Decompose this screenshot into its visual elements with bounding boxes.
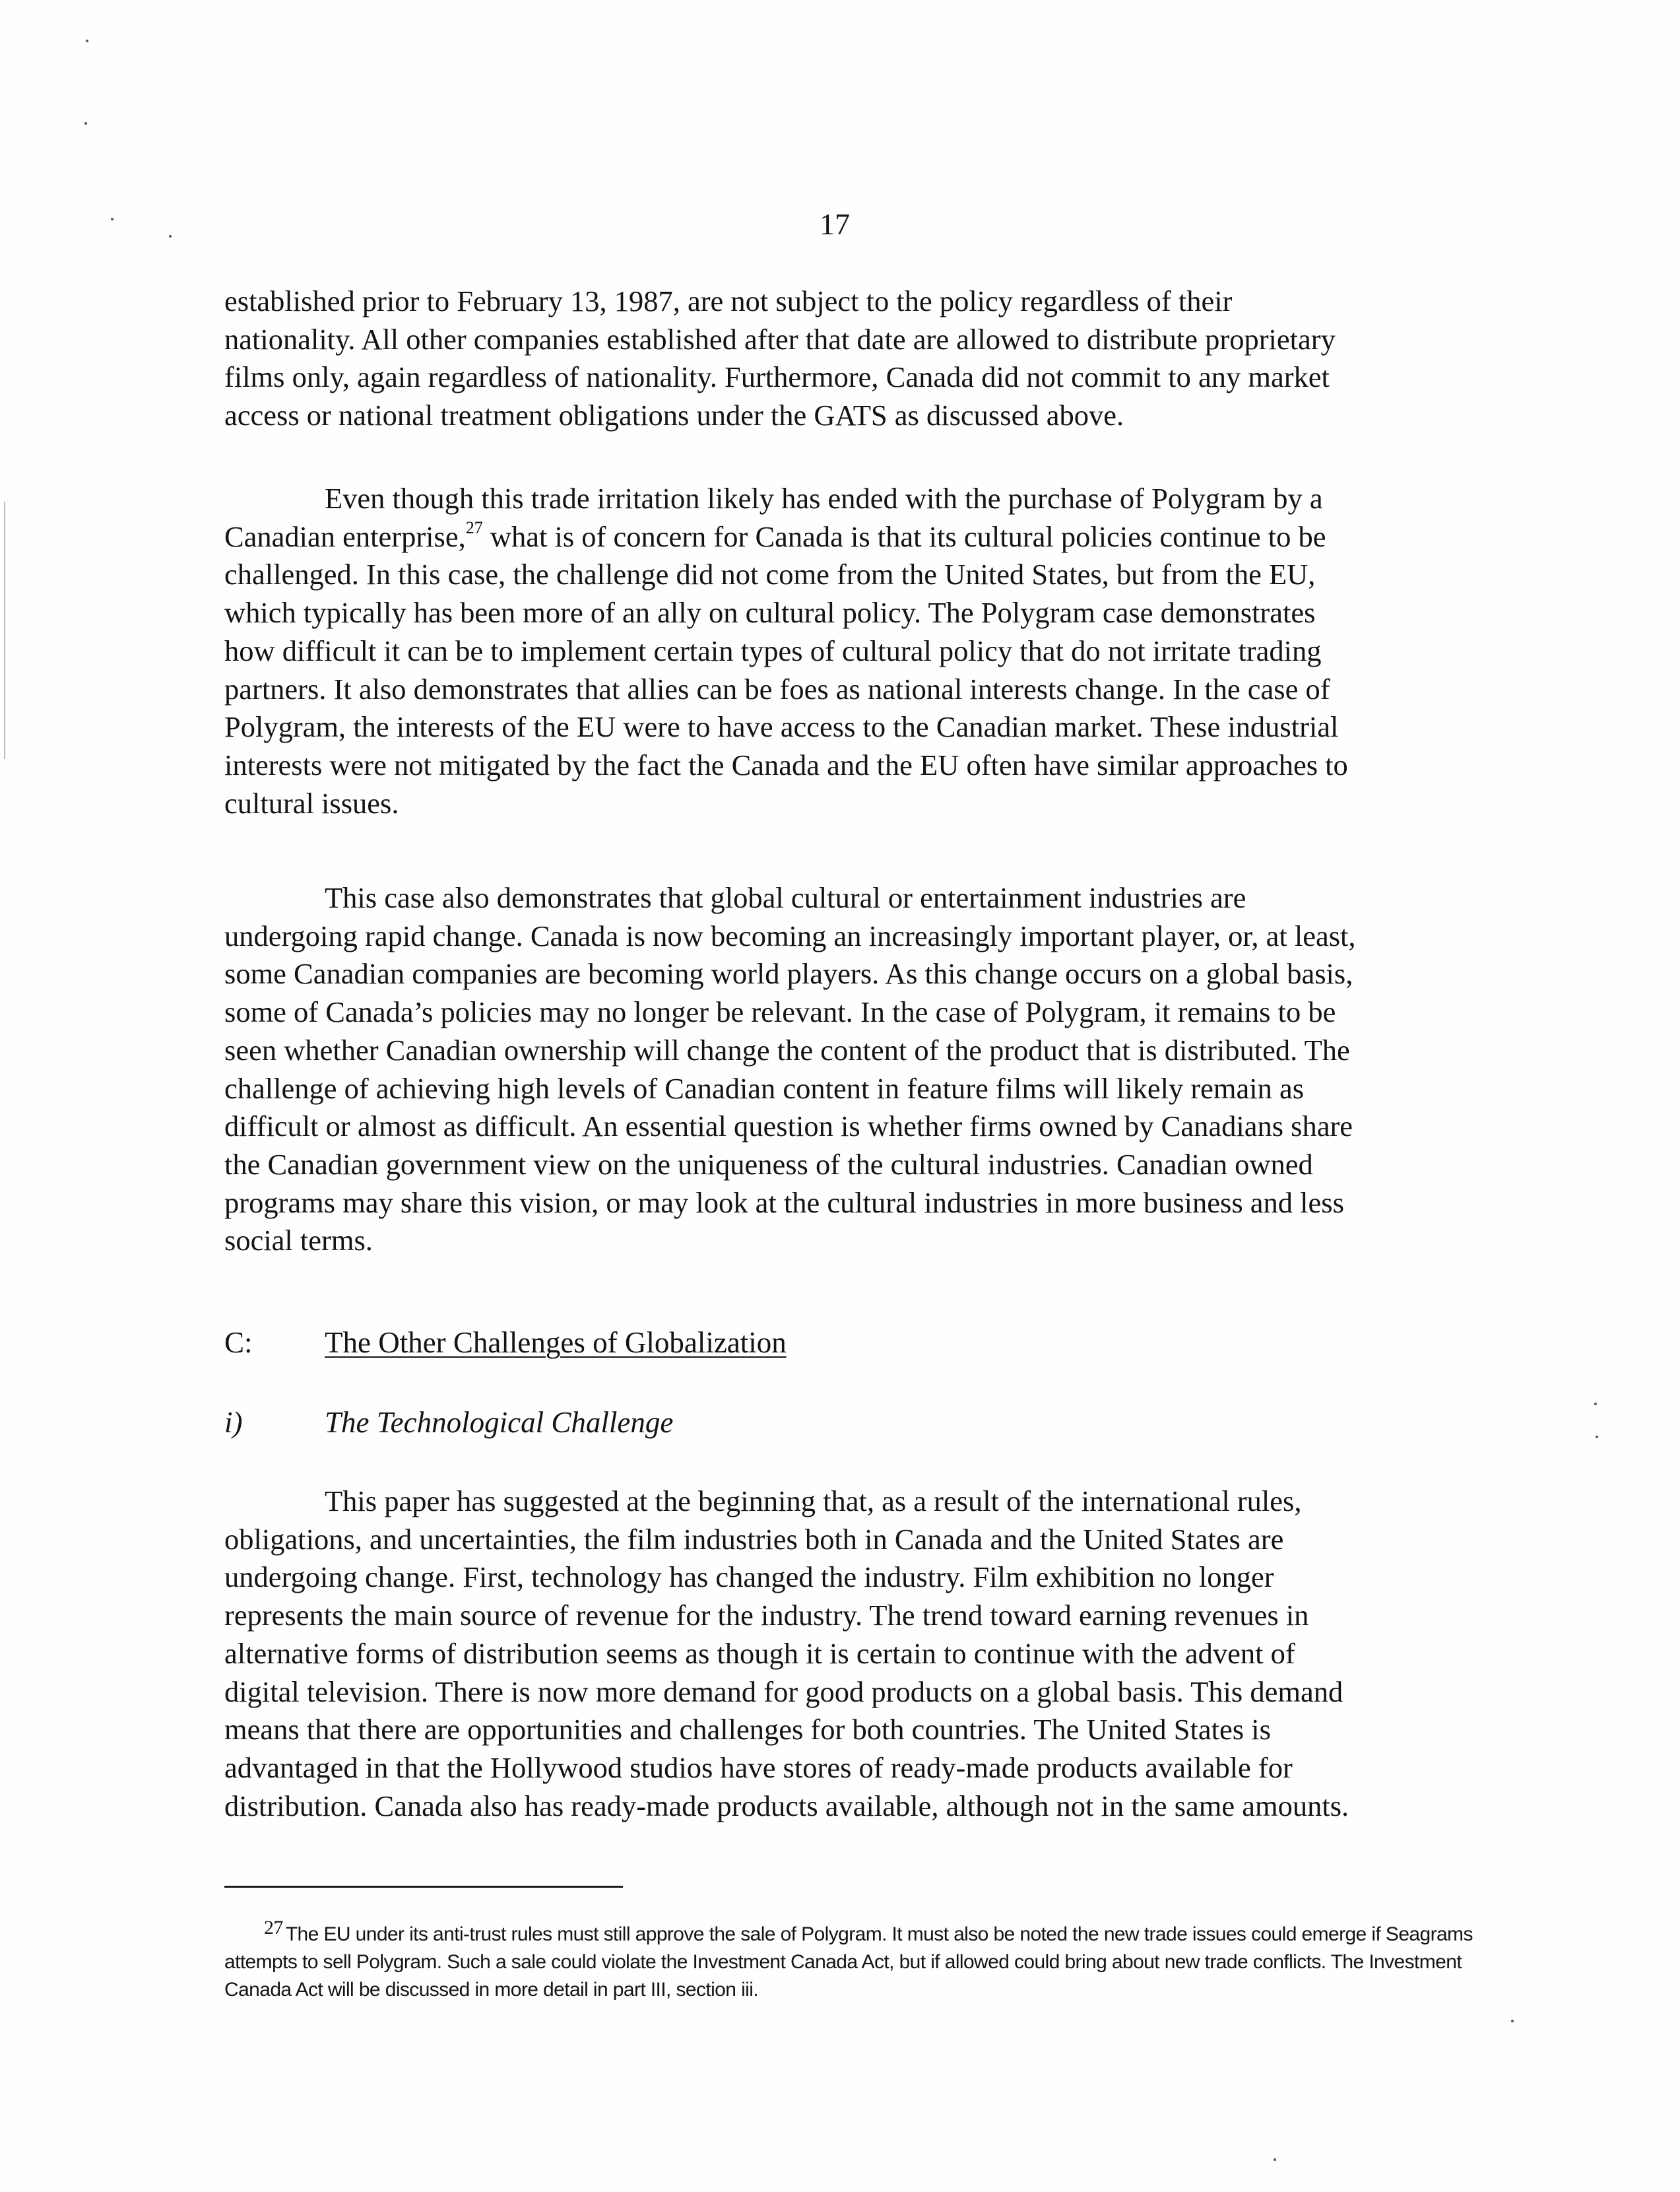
- text-line: alternative forms of distribution seems as though it is certain to continue with the advent of: [224, 1636, 1295, 1670]
- text-line: some of Canada’s policies may no longer be relevant. In the case of Polygram, it remains to be: [224, 995, 1336, 1029]
- text-line: cultural issues.: [224, 786, 399, 820]
- section-letter: C:: [224, 1326, 253, 1359]
- footnote-line: Canada Act will be discussed in more detail in part III, section iii.: [224, 1979, 759, 2001]
- text-line: undergoing rapid change. Canada is now becoming an increasingly important player, or, at least,: [224, 919, 1356, 952]
- paragraph-polygram: [224, 480, 1504, 822]
- paragraph-technology: [224, 1482, 1504, 1825]
- text-line: advantaged in that the Hollywood studios have stores of ready-made products available for: [224, 1750, 1293, 1784]
- scan-speck: [84, 122, 87, 125]
- text-line: digital television. There is now more demand for good products on a global basis. This demand: [224, 1675, 1343, 1708]
- text-line-with-footnote: [224, 518, 1504, 556]
- footnote-number: 27: [264, 1917, 283, 1939]
- section-title: The Other Challenges of Globalization: [325, 1326, 787, 1359]
- subsection-title: The Technological Challenge: [325, 1406, 674, 1439]
- text-line: programs may share this vision, or may look at the cultural industries in more business and less: [224, 1185, 1344, 1219]
- scan-speck: [1511, 2020, 1514, 2022]
- text-line: access or national treatment obligations under the GATS as discussed above.: [224, 399, 1124, 432]
- footnote-reference[interactable]: 27: [465, 517, 483, 537]
- footnote-text: The EU under its anti-trust rules must still approve the sale of Polygram. It must also be noted the new trade issues could emerge if Seagrams: [285, 1923, 1473, 1945]
- text-line: represents the main source of revenue for the industry. The trend toward earning revenues in: [224, 1599, 1309, 1632]
- footnote-separator: [224, 1886, 623, 1888]
- text-line: means that there are opportunities and challenges for both countries. The United States is: [224, 1713, 1271, 1746]
- text-line: which typically has been more of an ally on cultural policy. The Polygram case demonstrates: [224, 596, 1316, 630]
- text-line: seen whether Canadian ownership will change the content of the product that is distributed. The: [224, 1033, 1350, 1067]
- text-line: nationality. All other companies established after that date are allowed to distribute proprietary: [224, 322, 1336, 356]
- paragraph-continuation: [224, 282, 1504, 435]
- scan-speck: [1594, 1403, 1597, 1405]
- text-line: obligations, and uncertainties, the film industries both in Canada and the United States are: [224, 1522, 1284, 1556]
- page-number: 17: [820, 207, 850, 241]
- subsection-letter: i): [224, 1406, 243, 1439]
- text-line: films only, again regardless of nationality. Furthermore, Canada did not commit to any market: [224, 360, 1330, 394]
- text-segment: Canadian enterprise,: [224, 519, 466, 553]
- text-line: Polygram, the interests of the EU were to have access to the Canadian market. These industrial: [224, 710, 1339, 744]
- text-line: how difficult it can be to implement certain types of cultural policy that do not irritate trading: [224, 634, 1322, 667]
- text-line: partners. It also demonstrates that allies can be foes as national interests change. In the case of: [224, 672, 1330, 706]
- text-line: difficult or almost as difficult. An essential question is whether firms owned by Canadians share: [224, 1110, 1353, 1143]
- text-line: undergoing change. First, technology has changed the industry. Film exhibition no longer: [224, 1560, 1274, 1594]
- scan-speck: [1274, 2158, 1276, 2161]
- footnote-line: attempts to sell Polygram. Such a sale could violate the Investment Canada Act, but if allowed could bring about new trade conflicts. The Investment: [224, 1951, 1462, 1973]
- footnote-line: [224, 1917, 1511, 1948]
- text-line: challenged. In this case, the challenge did not come from the United States, but from the EU,: [224, 558, 1316, 591]
- scan-speck: [86, 40, 88, 42]
- scan-speck: [1596, 1436, 1598, 1438]
- footnote: [224, 1917, 1511, 2004]
- text-line: This case also demonstrates that global cultural or entertainment industries are: [325, 881, 1246, 914]
- text-line: social terms.: [224, 1224, 373, 1257]
- text-line: the Canadian government view on the uniqueness of the cultural industries. Canadian owned: [224, 1147, 1313, 1181]
- text-segment: what is of concern for Canada is that its cultural policies continue to be: [482, 519, 1326, 553]
- scan-speck: [111, 218, 113, 220]
- text-line: challenge of achieving high levels of Canadian content in feature films will likely remain as: [224, 1071, 1305, 1105]
- text-line: This paper has suggested at the beginning that, as a result of the international rules,: [325, 1484, 1302, 1517]
- paragraph-global-change: [224, 879, 1504, 1260]
- text-line: distribution. Canada also has ready-made products available, although not in the same amounts.: [224, 1789, 1349, 1822]
- text-line: Even though this trade irritation likely has ended with the purchase of Polygram by a: [325, 482, 1323, 515]
- text-line: interests were not mitigated by the fact the Canada and the EU often have similar approaches to: [224, 748, 1348, 781]
- text-line: established prior to February 13, 1987, are not subject to the policy regardless of their: [224, 284, 1233, 317]
- text-line: some Canadian companies are becoming world players. As this change occurs on a global basis,: [224, 957, 1353, 991]
- scan-edge-mark: [4, 502, 5, 759]
- scan-speck: [169, 235, 172, 238]
